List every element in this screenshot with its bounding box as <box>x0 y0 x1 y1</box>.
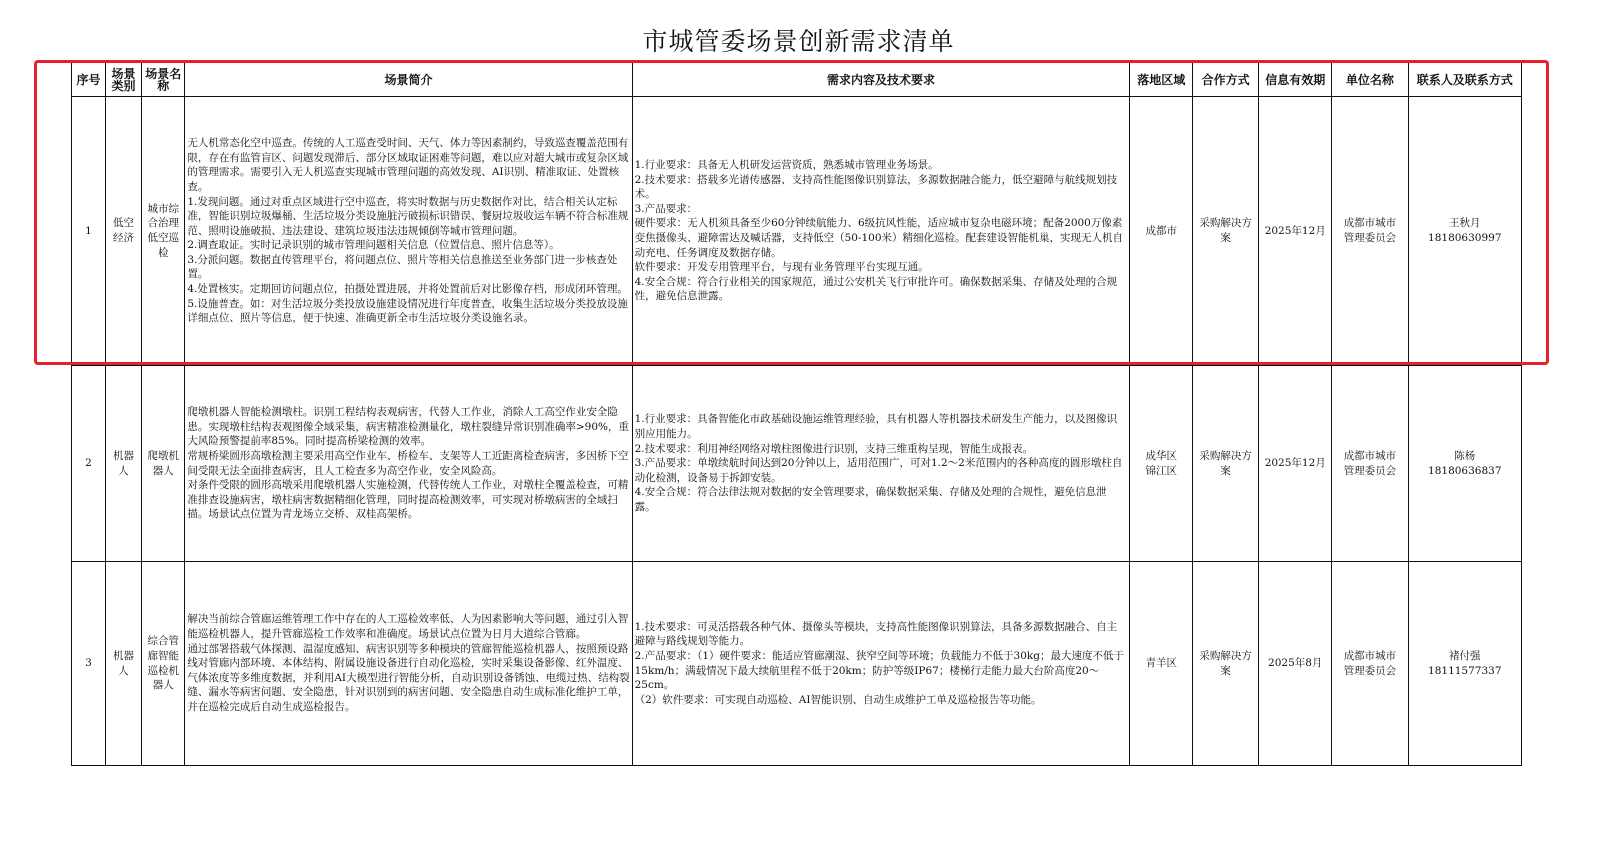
cell-unit: 成都市城市 管理委员会 <box>1332 366 1408 562</box>
header-name: 场景名 称 <box>142 63 185 97</box>
header-unit: 单位名称 <box>1332 63 1408 97</box>
cell-name: 城市综 合治理 低空巡 检 <box>142 97 185 366</box>
cell-contact: 王秋月 18180630997 <box>1408 97 1521 366</box>
header-mode: 合作方式 <box>1193 63 1259 97</box>
cell-area: 青羊区 <box>1130 562 1193 766</box>
cell-requirements: 1.技术要求：可灵活搭载各种气体、摄像头等模块，支持高性能图像识别算法，具备多源数据融合、自主避障与路线规划等能力。 2.产品要求：（1）硬件要求：能适应管廊潮湿、狭窄空间等环境；负载能力不低于30kg；最大速度不低于15km/h；满载情况下最大续航里程不低于20km；防护等级IP67；楼梯行走能力最大台阶高度20～25cm。 （2）软件要求：可实现自动巡检、AI智能识别、自动生成维护工单及巡检报告等功能。 <box>632 562 1130 766</box>
cell-intro: 爬墩机器人智能检测墩柱。识别工程结构表观病害，代替人工作业，消除人工高空作业安全隐患。实现墩柱结构表观图像全域采集，病害精准检测量化，墩柱裂缝异常识别准确率>90%，重大风险预警提前率85%。同时提高桥梁检测的效率。 常规桥梁圆形高墩检测主要采用高空作业车、桥检车、支架等人工近距离检查病害，多因桥下空间受限无法全面排查病害，且人工检查多为高空作业，安全风险高。 对条件受限的圆形高墩采用爬墩机器人实施检测，代替传统人工作业，对墩柱全覆盖检查，可精准排查设施病害，墩柱病害数据精细化管理，同时提高检测效率，可实现对桥墩病害的全域扫描。场景试点位置为青龙场立交桥、双桂高架桥。 <box>185 366 632 562</box>
highlight-box <box>34 60 1549 365</box>
cell-category: 机器 人 <box>106 562 142 766</box>
cell-area: 成华区 锦江区 <box>1130 366 1193 562</box>
cell-area: 成都市 <box>1130 97 1193 366</box>
cell-mode: 采购解决方 案 <box>1193 562 1259 766</box>
cell-validity: 2025年12月 <box>1259 97 1332 366</box>
cell-validity: 2025年8月 <box>1259 562 1332 766</box>
cell-seq: 1 <box>72 97 106 366</box>
cell-seq: 3 <box>72 562 106 766</box>
cell-name: 综合管 廊智能 巡检机 器人 <box>142 562 185 766</box>
page-title: 市城管委场景创新需求清单 <box>642 27 955 56</box>
table-row <box>72 366 1522 562</box>
header-seq: 序号 <box>72 63 106 97</box>
header-intro: 场景简介 <box>185 63 632 97</box>
table-row <box>72 562 1522 766</box>
header-contact: 联系人及联系方式 <box>1408 63 1521 97</box>
cell-category: 机器 人 <box>106 366 142 562</box>
cell-seq: 2 <box>72 366 106 562</box>
cell-requirements: 1.行业要求：具备无人机研发运营资质，熟悉城市管理业务场景。 2.技术要求：搭载多光谱传感器、支持高性能图像识别算法，多源数据融合能力，低空避障与航线规划技术。 3.产品要求： 硬件要求：无人机须具备至少60分钟续航能力、6级抗风性能，适应城市复杂电磁环境；配备2000万像素变焦摄像头、避障雷达及喊话器，支持低空（50-100米）精细化巡检。配套建设智能机巢，实现无人机自动充电、任务调度及数据存储。 软件要求：开发专用管理平台，与现有业务管理平台实现互通。 4.安全合规：符合行业相关的国家规范，通过公安机关飞行审批许可。确保数据采集、存储及处理的合规性，避免信息泄露。 <box>632 97 1130 366</box>
cell-category: 低空 经济 <box>106 97 142 366</box>
cell-validity: 2025年12月 <box>1259 366 1332 562</box>
cell-intro: 无人机常态化空中巡查。传统的人工巡查受时间、天气、体力等因素制约，导致巡查覆盖范围有限，存在有监管盲区、问题发现滞后、部分区域取证困难等问题，难以应对超大城市或复杂区域的管理需求。需要引入无人机巡查实现城市管理问题的高效发现、AI识别、精准取证、处置核查。 1.发现问题。通过对重点区域进行空中巡查，将实时数据与历史数据作对比，结合相关认定标准，智能识别垃圾爆桶、生活垃圾分类设施脏污破损标识错误、餐厨垃圾收运车辆不符合标准规范、照明设施破损、违法建设、建筑垃圾违法违规倾倒等城市管理问题。 2.调查取证。实时记录识别的城市管理问题相关信息（位置信息、照片信息等）。 3.分派问题。数据直传管理平台，将问题点位、照片等相关信息推送至业务部门进一步核查处置。 4.处置核实。定期回访问题点位，拍摄处置进展，并将处置前后对比影像存档，形成闭环管理。 5.设施普查。如：对生活垃圾分类投放设施建设情况进行年度普查，收集生活垃圾分类投放设施详细点位、照片等信息，便于快速、准确更新全市生活垃圾分类设施名录。 <box>185 97 632 366</box>
cell-contact: 陈杨 18180636837 <box>1408 366 1521 562</box>
cell-requirements: 1.行业要求：具备智能化市政基础设施运维管理经验，具有机器人等机器技术研发生产能力，以及图像识别应用能力。 2.技术要求：利用神经网络对墩柱图像进行识别，支持三维重构呈现，智能生成报表。 3.产品要求：单墩续航时间达到20分钟以上，适用范围广，可对1.2～2米范围内的各种高度的圆形墩柱自动化检测，设备易于拆卸安装。 4.安全合规：符合法律法规对数据的安全管理要求，确保数据采集、存储及处理的合规性，避免信息泄露。 <box>632 366 1130 562</box>
cell-unit: 成都市城市 管理委员会 <box>1332 97 1408 366</box>
header-category: 场景 类别 <box>106 63 142 97</box>
cell-intro: 解决当前综合管廊运维管理工作中存在的人工巡检效率低、人为因素影响大等问题，通过引入智能巡检机器人，提升管廊巡检工作效率和准确度。场景试点位置为日月大道综合管廊。 通过部署搭载气体探测、温湿度感知、病害识别等多种模块的管廊智能巡检机器人，按照预设路线对管廊内部环境、本体结构、附属设施设备进行自动化巡检，实时采集设备影像、红外温度、气体浓度等多维度数据，并利用AI大模型进行智能分析，自动识别设备锈蚀、电缆过热、结构裂缝、漏水等病害问题、安全隐患，针对识别到的病害问题、安全隐患自动生成标准化维护工单，并在巡检完成后自动生成巡检报告。 <box>185 562 632 766</box>
header-validity: 信息有效期 <box>1259 63 1332 97</box>
cell-contact: 褚付强 18111577337 <box>1408 562 1521 766</box>
cell-mode: 采购解决方 案 <box>1193 97 1259 366</box>
cell-name: 爬墩机 器人 <box>142 366 185 562</box>
header-requirements: 需求内容及技术要求 <box>632 63 1130 97</box>
cell-unit: 成都市城市 管理委员会 <box>1332 562 1408 766</box>
header-area: 落地区域 <box>1130 63 1193 97</box>
cell-mode: 采购解决方 案 <box>1193 366 1259 562</box>
